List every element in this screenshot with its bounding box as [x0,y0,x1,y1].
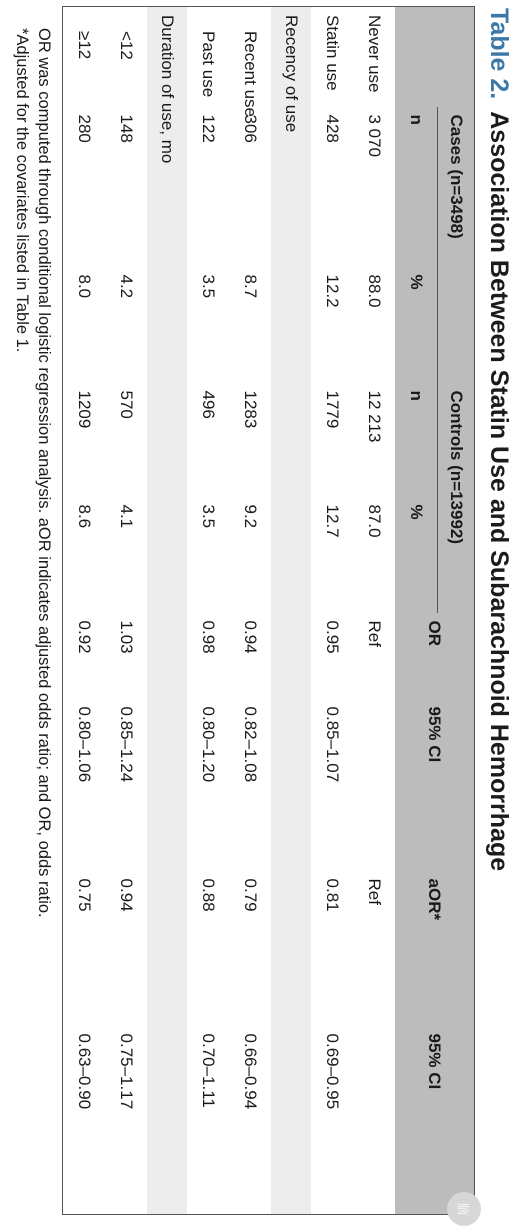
col-cases-pct: % [395,267,438,383]
table-row [187,7,229,1215]
section-row-recency [271,7,311,1215]
cell [353,699,395,871]
table-label: Table 2. [485,8,513,100]
section-row-duration [147,7,187,1215]
cell: 8.0 [75,274,94,299]
col-controls-pct: % [395,497,438,613]
footnote-adjusted: *Adjusted for the covariates listed in Table 1. [13,28,31,353]
cell: 0.69–0.95 [323,1033,342,1110]
cases-header: Cases (n=3498) [438,107,475,383]
cell: 3.5 [199,504,218,529]
statin-sah-table [62,6,475,1215]
cell: 88.0 [365,274,384,308]
cell: 428 [323,114,342,143]
cell: 148 [117,114,136,143]
table-row [353,7,395,1215]
cell: 0.88 [199,878,218,912]
cell: 0.80–1.20 [199,706,218,783]
row-label: <12 [117,31,136,60]
cell: 0.63–0.90 [75,1033,94,1110]
row-label: Statin use [323,15,342,91]
cell: 0.98 [199,620,218,654]
cell: 3.5 [199,274,218,299]
section-label: Duration of use, mo [147,7,187,1215]
table-row [229,7,271,1215]
cell: 0.79 [241,878,260,912]
table-title [484,8,513,871]
cell: 0.94 [241,620,260,654]
cell: 8.6 [75,504,94,529]
col-or-ci: 95% CI [395,699,475,871]
cell: 0.94 [117,878,136,912]
cell: 4.2 [117,274,136,299]
cell [353,1026,395,1215]
col-or: OR [395,613,475,699]
row-label: Never use [365,15,384,93]
table-row [63,7,106,1215]
col-aor: aOR* [395,871,475,1026]
cell: 0.95 [323,620,342,654]
table-row [311,7,353,1215]
cell: 3 070 [365,114,384,158]
col-cases-n: n [395,107,438,267]
cell: 0.75–1.17 [117,1033,136,1110]
table-row [105,7,147,1215]
cell: 0.81 [323,878,342,912]
cell: Ref [365,620,384,647]
cell: 0.85–1.07 [323,706,342,783]
cell: 570 [117,390,136,419]
watermark-text: 脑 [456,1202,471,1215]
cell: 1283 [241,390,260,429]
col-aor-ci: 95% CI [395,1026,475,1215]
cell: 1.03 [117,620,136,654]
group-header-row [438,7,475,1215]
cell: 87.0 [365,504,384,538]
cell: 9.2 [241,504,260,529]
cell: 0.80–1.06 [75,706,94,783]
cell: 122 [199,114,218,143]
cell: 496 [199,390,218,419]
cell: 0.75 [75,878,94,912]
cell: 12.2 [323,274,342,308]
cell: 8.7 [241,274,260,299]
cell: 1209 [75,390,94,429]
row-label: Past use [199,31,218,98]
cell: 0.92 [75,620,94,654]
cell: 0.82–1.08 [241,706,260,783]
watermark-logo [447,1192,481,1226]
table-caption: Association Between Statin Use and Subarachnoid Hemorrhage [485,111,513,872]
col-controls-n: n [395,383,438,497]
cell: 0.85–1.24 [117,706,136,783]
cell: Ref [365,878,384,905]
cell: 280 [75,114,94,143]
cell: 0.66–0.94 [241,1033,260,1110]
controls-header: Controls (n=13992) [438,383,475,613]
cell: 12.7 [323,504,342,538]
cell: 306 [241,114,260,143]
cell: 0.70–1.11 [199,1033,218,1108]
section-label: Recency of use [271,7,311,1215]
row-label: ≥12 [75,31,94,60]
cell: 12 213 [365,390,384,443]
row-label: Recent use [241,31,260,117]
cell: 1779 [323,390,342,429]
footnote-abbreviations: OR was computed through conditional logistic regression analysis. aOR indicates adjusted odds ratio; and OR, odds ratio. [35,28,53,918]
cell: 4.1 [117,504,136,529]
header-blank [395,7,475,107]
